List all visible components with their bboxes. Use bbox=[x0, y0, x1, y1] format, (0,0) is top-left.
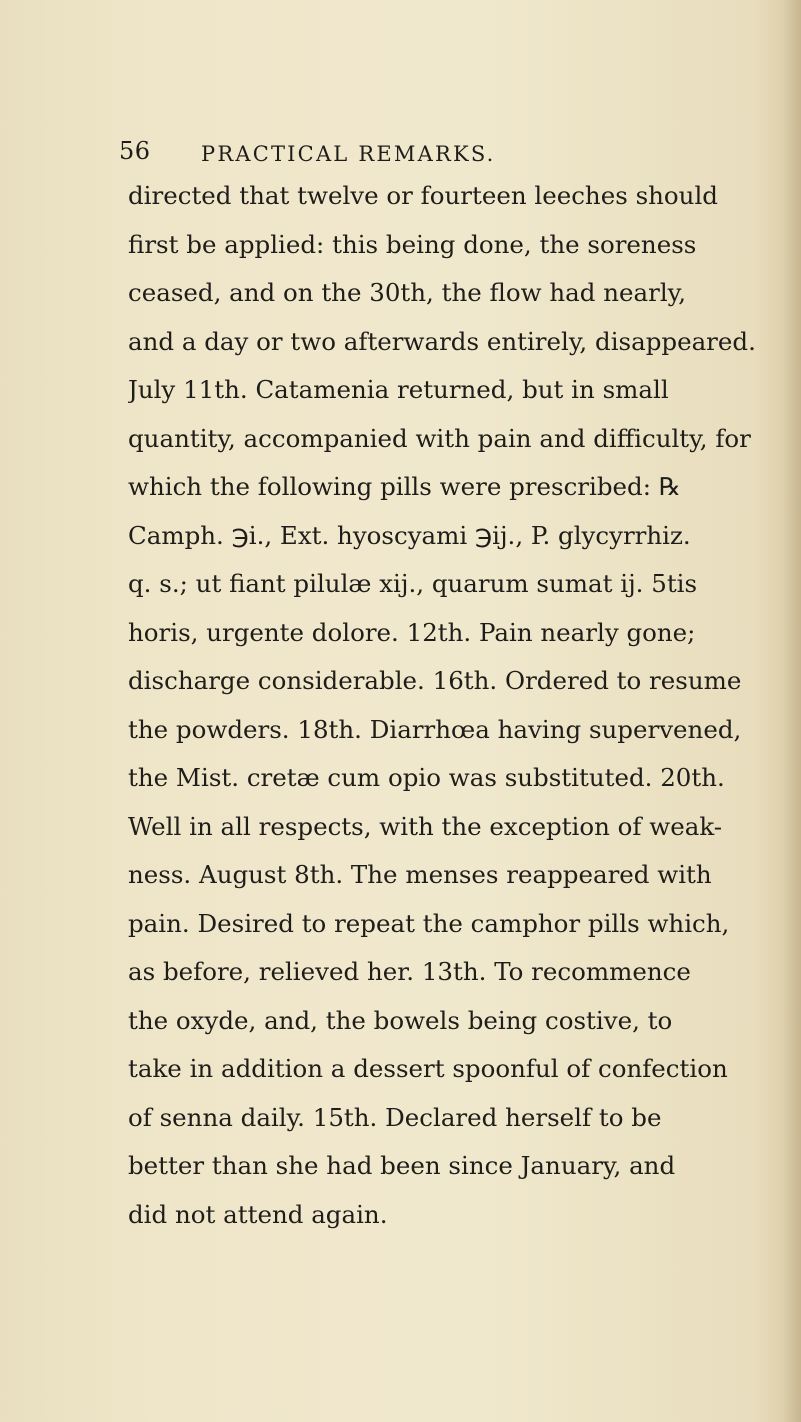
text-line: ceased, and on the 30th, the flow had nearly, bbox=[128, 278, 687, 307]
text-line: of senna daily. 15th. Declared herself to be bbox=[128, 1102, 662, 1132]
page-edge-shadow bbox=[783, 0, 801, 1422]
text-line: quantity, accompanied with pain and difficulty, for bbox=[128, 423, 751, 453]
text-line: the Mist. cretæ cum opio was substituted. 20th. bbox=[128, 763, 725, 792]
text-line: Camph. ℈i., Ext. hyoscyami ℈ij., P. glycyrrhiz. bbox=[128, 520, 691, 550]
text-line: as before, relieved her. 13th. To recommence bbox=[128, 957, 691, 986]
text-line: did not attend again. bbox=[128, 1199, 388, 1229]
text-line: first be applied: this being done, the soreness bbox=[128, 229, 697, 259]
text-line: ness. August 8th. The menses reappeared with bbox=[128, 860, 712, 889]
text-line: horis, urgente dolore. 12th. Pain nearly gone; bbox=[128, 617, 696, 647]
text-line: the oxyde, and, the bowels being costive, to bbox=[128, 1005, 673, 1035]
text-line: take in addition a dessert spoonful of confection bbox=[128, 1054, 728, 1083]
text-line: better than she had been since January, and bbox=[128, 1151, 676, 1180]
page-number: 56 bbox=[119, 137, 151, 165]
text-line: and a day or two afterwards entirely, disappeared. bbox=[128, 326, 756, 356]
running-head: PRACTICAL REMARKS. bbox=[201, 142, 496, 166]
body-text bbox=[128, 172, 768, 1239]
text-line: July 11th. Catamenia returned, but in small bbox=[128, 375, 669, 404]
text-line: discharge considerable. 16th. Ordered to resume bbox=[128, 666, 742, 695]
text-line: pain. Desired to repeat the camphor pills which, bbox=[128, 908, 730, 938]
text-line: the powders. 18th. Diarrhœa having supervened, bbox=[128, 714, 742, 744]
text-line: Well in all respects, with the exception of weak- bbox=[128, 811, 723, 841]
text-line: directed that twelve or fourteen leeches should bbox=[128, 181, 718, 210]
text-line: q. s.; ut fiant pilulæ xij., quarum sumat ij. 5tis bbox=[128, 569, 698, 598]
text-line: which the following pills were prescribed: ℞ bbox=[128, 472, 681, 501]
